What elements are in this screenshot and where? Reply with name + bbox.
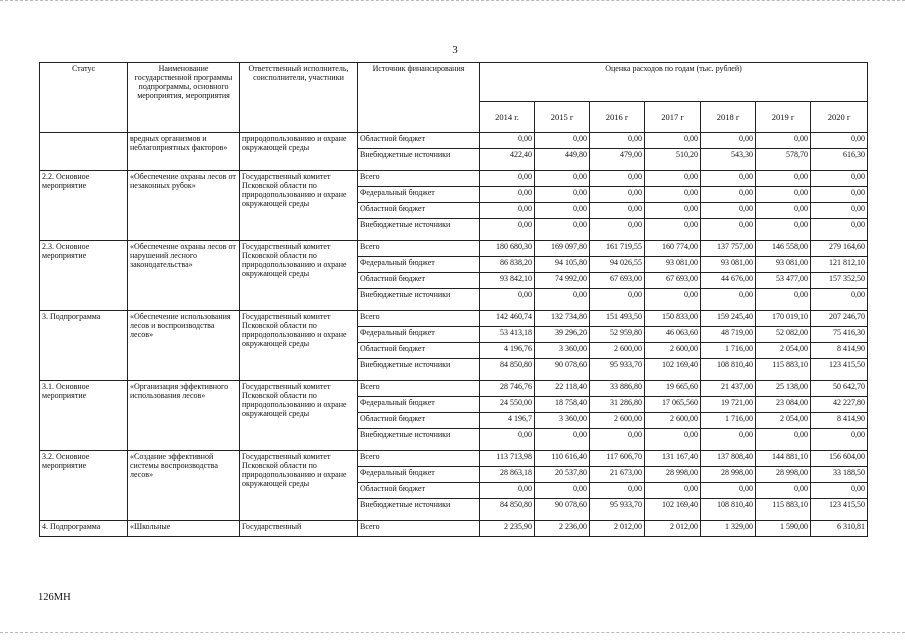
cell-value: 4 196,7 (480, 413, 535, 429)
cell-value: 90 078,60 (535, 499, 590, 521)
header-source: Источник финансирования (358, 63, 480, 133)
cell-value: 0,00 (535, 219, 590, 241)
cell-status: 3.1. Основное мероприятие (40, 381, 128, 451)
cell-value: 25 138,00 (756, 381, 811, 397)
cell-value: 0,00 (480, 483, 535, 499)
cell-value: 2 600,00 (590, 343, 645, 359)
cell-status (40, 133, 128, 171)
cell-value: 0,00 (811, 289, 868, 311)
table-row (40, 451, 868, 467)
table-header (40, 63, 868, 133)
cell-value: 0,00 (645, 289, 701, 311)
table-row (40, 241, 868, 257)
cell-value: 67 693,00 (645, 273, 701, 289)
cell-value: 19 721,00 (701, 397, 756, 413)
header-executor: Ответственный исполнитель, соисполнители, участники (240, 63, 358, 133)
cell-value: 22 118,40 (535, 381, 590, 397)
cell-status: 2.3. Основное мероприятие (40, 241, 128, 311)
cell-value: 95 933,70 (590, 499, 645, 521)
cell-value: 0,00 (811, 219, 868, 241)
header-year: 2014 г. (480, 102, 535, 133)
cell-name: «Школьные (128, 521, 240, 537)
cell-value: 0,00 (756, 133, 811, 149)
cell-value: 21 673,00 (590, 467, 645, 483)
cell-value: 123 415,50 (811, 359, 868, 381)
cell-value: 578,70 (756, 149, 811, 171)
cell-value: 3 360,00 (535, 413, 590, 429)
cell-value: 0,00 (480, 289, 535, 311)
cell-value: 0,00 (701, 483, 756, 499)
cell-value: 0,00 (590, 203, 645, 219)
cell-value: 0,00 (480, 219, 535, 241)
cell-value: 117 606,70 (590, 451, 645, 467)
cell-value: 132 734,80 (535, 311, 590, 327)
cell-value: 151 493,50 (590, 311, 645, 327)
cell-value: 161 719,55 (590, 241, 645, 257)
cell-value: 93 081,00 (645, 257, 701, 273)
cell-value: 0,00 (701, 289, 756, 311)
cell-value: 115 883,10 (756, 359, 811, 381)
cell-value: 2 600,00 (590, 413, 645, 429)
budget-table (39, 62, 868, 537)
cell-name: «Создание эффективной системы воспроизводства лесов» (128, 451, 240, 521)
cell-executor: Государственный комитет Псковской области по природопользованию и охране окружающей среды (240, 451, 358, 521)
cell-value: 74 992,00 (535, 273, 590, 289)
cell-source: Всего (358, 451, 480, 467)
cell-value: 0,00 (756, 219, 811, 241)
cell-source: Внебюджетные источники (358, 359, 480, 381)
cell-value: 0,00 (645, 203, 701, 219)
cell-name: «Обеспечение охраны лесов от незаконных рубок» (128, 171, 240, 241)
cell-source: Внебюджетные источники (358, 499, 480, 521)
header-year: 2020 г (811, 102, 868, 133)
cell-value: 102 169,40 (645, 499, 701, 521)
cell-value: 131 167,40 (645, 451, 701, 467)
cell-value: 0,00 (535, 203, 590, 219)
cell-value: 0,00 (645, 483, 701, 499)
cell-value: 169 097,80 (535, 241, 590, 257)
cell-value: 207 246,70 (811, 311, 868, 327)
scan-bottom-edge (0, 632, 905, 639)
cell-value: 93 081,00 (701, 257, 756, 273)
cell-value: 0,00 (535, 429, 590, 451)
cell-value: 0,00 (756, 429, 811, 451)
cell-executor: Государственный комитет Псковской области по природопользованию и охране окружающей среды (240, 241, 358, 311)
cell-source: Всего (358, 381, 480, 397)
cell-value: 2 054,00 (756, 343, 811, 359)
cell-value: 6 310,81 (811, 521, 868, 537)
cell-value: 1 329,00 (701, 521, 756, 537)
cell-source: Федеральный бюджет (358, 327, 480, 343)
cell-value: 0,00 (811, 187, 868, 203)
cell-value: 28 998,00 (701, 467, 756, 483)
cell-value: 52 959,80 (590, 327, 645, 343)
cell-value: 102 169,40 (645, 359, 701, 381)
cell-value: 86 838,20 (480, 257, 535, 273)
cell-value: 2 600,00 (645, 413, 701, 429)
cell-value: 142 460,74 (480, 311, 535, 327)
cell-value: 2 235,90 (480, 521, 535, 537)
header-estimate: Оценка расходов по годам (тыс. рублей) (480, 63, 868, 102)
cell-value: 28 863,18 (480, 467, 535, 483)
cell-value: 0,00 (535, 171, 590, 187)
cell-value: 75 416,30 (811, 327, 868, 343)
cell-executor: природопользованию и охране окружающей среды (240, 133, 358, 171)
cell-value: 0,00 (645, 171, 701, 187)
header-year: 2019 г (756, 102, 811, 133)
cell-value: 510,20 (645, 149, 701, 171)
cell-value: 8 414,90 (811, 413, 868, 429)
cell-value: 0,00 (645, 219, 701, 241)
cell-value: 46 063,60 (645, 327, 701, 343)
cell-value: 23 084,00 (756, 397, 811, 413)
cell-value: 84 850,80 (480, 499, 535, 521)
cell-source: Всего (358, 311, 480, 327)
cell-value: 0,00 (756, 483, 811, 499)
cell-value: 159 245,40 (701, 311, 756, 327)
cell-value: 479,00 (590, 149, 645, 171)
cell-name: «Организация эффективного использования лесов» (128, 381, 240, 451)
cell-value: 2 012,00 (590, 521, 645, 537)
cell-name: вредных организмов и неблагоприятных факторов» (128, 133, 240, 171)
cell-value: 1 716,00 (701, 343, 756, 359)
cell-value: 24 550,00 (480, 397, 535, 413)
cell-value: 0,00 (645, 133, 701, 149)
cell-executor: Государственный (240, 521, 358, 537)
cell-value: 160 774,00 (645, 241, 701, 257)
cell-value: 67 693,00 (590, 273, 645, 289)
cell-source: Областной бюджет (358, 343, 480, 359)
cell-value: 157 352,50 (811, 273, 868, 289)
cell-value: 39 296,20 (535, 327, 590, 343)
cell-value: 93 842,10 (480, 273, 535, 289)
cell-source: Внебюджетные источники (358, 429, 480, 451)
cell-value: 53 413,18 (480, 327, 535, 343)
cell-value: 279 164,60 (811, 241, 868, 257)
cell-value: 19 665,60 (645, 381, 701, 397)
cell-value: 0,00 (480, 203, 535, 219)
cell-value: 108 810,40 (701, 499, 756, 521)
cell-value: 0,00 (645, 429, 701, 451)
cell-value: 28 998,00 (756, 467, 811, 483)
cell-value: 0,00 (480, 187, 535, 203)
cell-executor: Государственный комитет Псковской области по природопользованию и охране окружающей среды (240, 381, 358, 451)
cell-value: 137 757,00 (701, 241, 756, 257)
table-row (40, 521, 868, 537)
cell-value: 84 850,80 (480, 359, 535, 381)
cell-value: 0,00 (590, 289, 645, 311)
table-row (40, 311, 868, 327)
cell-status: 3. Подпрограмма (40, 311, 128, 381)
cell-value: 2 054,00 (756, 413, 811, 429)
cell-value: 0,00 (480, 429, 535, 451)
cell-value: 0,00 (701, 187, 756, 203)
cell-value: 18 758,40 (535, 397, 590, 413)
cell-name: «Обеспечение использования лесов и воспроизводства лесов» (128, 311, 240, 381)
cell-value: 8 414,90 (811, 343, 868, 359)
cell-value: 17 065,560 (645, 397, 701, 413)
cell-value: 0,00 (480, 171, 535, 187)
cell-value: 20 537,80 (535, 467, 590, 483)
cell-value: 28 746,76 (480, 381, 535, 397)
cell-source: Областной бюджет (358, 203, 480, 219)
cell-value: 50 642,70 (811, 381, 868, 397)
cell-value: 4 196,76 (480, 343, 535, 359)
cell-value: 543,30 (701, 149, 756, 171)
cell-source: Всего (358, 171, 480, 187)
cell-value: 0,00 (811, 171, 868, 187)
cell-source: Областной бюджет (358, 413, 480, 429)
cell-source: Всего (358, 521, 480, 537)
cell-value: 2 600,00 (645, 343, 701, 359)
cell-source: Всего (358, 241, 480, 257)
cell-status: 4. Подпрограмма (40, 521, 128, 537)
scan-top-edge (0, 0, 905, 8)
cell-value: 95 933,70 (590, 359, 645, 381)
cell-value: 108 810,40 (701, 359, 756, 381)
document-code: 126МН (38, 592, 71, 603)
cell-value: 0,00 (811, 429, 868, 451)
cell-value: 0,00 (811, 203, 868, 219)
cell-value: 0,00 (535, 483, 590, 499)
cell-status: 3.2. Основное мероприятие (40, 451, 128, 521)
cell-value: 0,00 (701, 133, 756, 149)
cell-source: Федеральный бюджет (358, 257, 480, 273)
cell-source: Федеральный бюджет (358, 397, 480, 413)
cell-value: 115 883,10 (756, 499, 811, 521)
header-status: Статус (40, 63, 128, 133)
cell-source: Внебюджетные источники (358, 149, 480, 171)
cell-value: 21 437,00 (701, 381, 756, 397)
cell-value: 137 808,40 (701, 451, 756, 467)
header-year: 2018 г (701, 102, 756, 133)
cell-source: Федеральный бюджет (358, 467, 480, 483)
page-number: 3 (452, 44, 458, 56)
cell-source: Областной бюджет (358, 133, 480, 149)
cell-value: 2 236,00 (535, 521, 590, 537)
cell-value: 0,00 (756, 203, 811, 219)
table-row (40, 171, 868, 187)
cell-value: 0,00 (645, 187, 701, 203)
cell-value: 42 227,80 (811, 397, 868, 413)
cell-value: 0,00 (590, 219, 645, 241)
cell-value: 44 676,00 (701, 273, 756, 289)
cell-value: 0,00 (756, 171, 811, 187)
cell-value: 0,00 (590, 133, 645, 149)
cell-value: 170 019,10 (756, 311, 811, 327)
cell-value: 52 082,00 (756, 327, 811, 343)
cell-source: Областной бюджет (358, 483, 480, 499)
cell-value: 33 886,80 (590, 381, 645, 397)
cell-value: 0,00 (590, 483, 645, 499)
cell-executor: Государственный комитет Псковской области по природопользованию и охране окружающей среды (240, 171, 358, 241)
cell-value: 0,00 (535, 289, 590, 311)
cell-value: 156 604,00 (811, 451, 868, 467)
cell-value: 121 812,10 (811, 257, 868, 273)
cell-value: 0,00 (535, 187, 590, 203)
cell-value: 0,00 (590, 429, 645, 451)
cell-status: 2.2. Основное мероприятие (40, 171, 128, 241)
cell-value: 0,00 (756, 289, 811, 311)
cell-value: 146 558,00 (756, 241, 811, 257)
cell-value: 150 833,00 (645, 311, 701, 327)
cell-source: Областной бюджет (358, 273, 480, 289)
header-name: Наименование государственной программы подпрограммы, основного мероприятия, мероприятия (128, 63, 240, 133)
cell-name: «Обеспечение охраны лесов от нарушений лесного законодательства» (128, 241, 240, 311)
cell-value: 94 105,80 (535, 257, 590, 273)
header-year: 2017 г (645, 102, 701, 133)
cell-value: 110 616,40 (535, 451, 590, 467)
cell-value: 0,00 (590, 171, 645, 187)
cell-value: 48 719,00 (701, 327, 756, 343)
cell-value: 180 680,30 (480, 241, 535, 257)
header-year: 2016 г (590, 102, 645, 133)
table-body (40, 133, 868, 537)
cell-value: 28 998,00 (645, 467, 701, 483)
cell-executor: Государственный комитет Псковской области по природопользованию и охране окружающей среды (240, 311, 358, 381)
cell-value: 449,80 (535, 149, 590, 171)
cell-value: 144 881,10 (756, 451, 811, 467)
cell-value: 113 713,98 (480, 451, 535, 467)
cell-value: 0,00 (811, 483, 868, 499)
cell-value: 0,00 (811, 133, 868, 149)
table-row (40, 133, 868, 149)
cell-value: 0,00 (701, 219, 756, 241)
cell-value: 1 716,00 (701, 413, 756, 429)
cell-value: 616,30 (811, 149, 868, 171)
cell-value: 0,00 (756, 187, 811, 203)
header-year: 2015 г (535, 102, 590, 133)
cell-value: 422,40 (480, 149, 535, 171)
cell-value: 33 188,50 (811, 467, 868, 483)
cell-value: 0,00 (701, 171, 756, 187)
cell-value: 90 078,60 (535, 359, 590, 381)
cell-value: 2 012,00 (645, 521, 701, 537)
cell-value: 0,00 (480, 133, 535, 149)
cell-value: 94 026,55 (590, 257, 645, 273)
cell-value: 3 360,00 (535, 343, 590, 359)
cell-value: 0,00 (590, 187, 645, 203)
cell-value: 31 286,80 (590, 397, 645, 413)
cell-value: 53 477,00 (756, 273, 811, 289)
cell-source: Федеральный бюджет (358, 187, 480, 203)
cell-source: Внебюджетные источники (358, 219, 480, 241)
cell-value: 0,00 (701, 429, 756, 451)
table-row (40, 381, 868, 397)
cell-value: 123 415,50 (811, 499, 868, 521)
cell-source: Внебюджетные источники (358, 289, 480, 311)
cell-value: 0,00 (535, 133, 590, 149)
cell-value: 93 081,00 (756, 257, 811, 273)
cell-value: 1 590,00 (756, 521, 811, 537)
cell-value: 0,00 (701, 203, 756, 219)
